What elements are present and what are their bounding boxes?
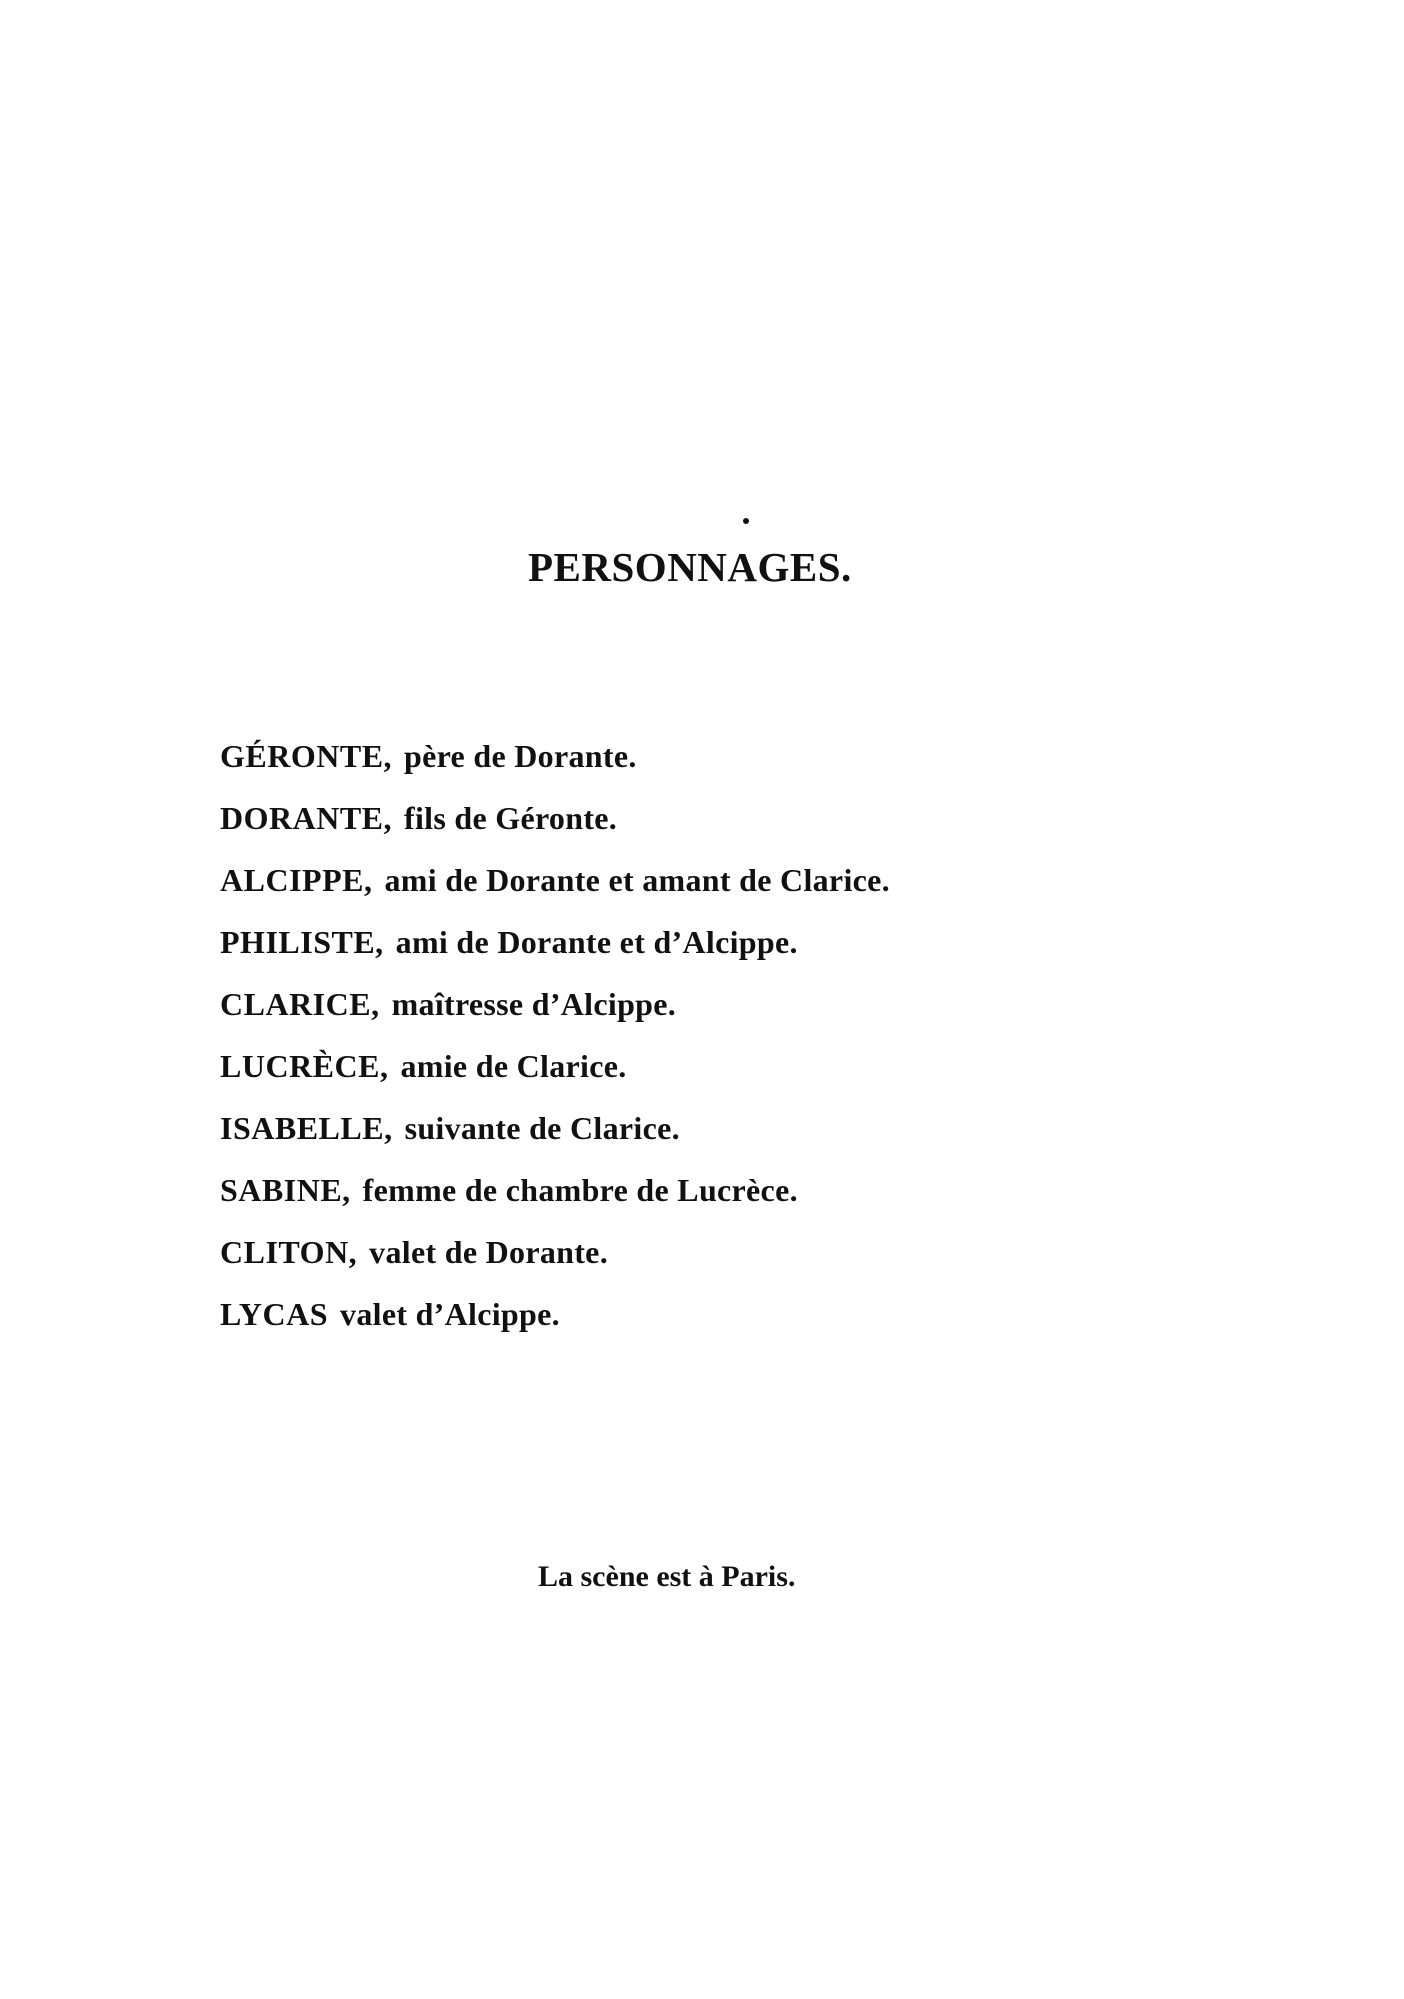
- cast-item-alcippe: [220, 849, 890, 911]
- cast-name: ALCIPPE,: [220, 862, 373, 898]
- cast-description: suivante de Clarice.: [404, 1110, 680, 1146]
- cast-item-clarice: [220, 973, 890, 1035]
- cast-item-philiste: [220, 911, 890, 973]
- cast-name: PHILISTE,: [220, 924, 384, 960]
- cast-description: valet d’Alcippe.: [340, 1296, 560, 1332]
- cast-item-lycas: [220, 1283, 890, 1345]
- cast-name: GÉRONTE,: [220, 738, 393, 774]
- cast-description: maîtresse d’Alcippe.: [391, 986, 677, 1022]
- cast-description: ami de Dorante et d’Alcippe.: [395, 924, 798, 960]
- cast-description: père de Dorante.: [404, 738, 637, 774]
- cast-item-dorante: [220, 787, 890, 849]
- cast-item-isabelle: [220, 1097, 890, 1159]
- cast-description: femme de chambre de Lucrèce.: [362, 1172, 798, 1208]
- cast-item-sabine: [220, 1159, 890, 1221]
- cast-description: valet de Dorante.: [369, 1234, 608, 1270]
- cast-name: CLARICE,: [220, 986, 380, 1022]
- cast-description: ami de Dorante et amant de Clarice.: [384, 862, 890, 898]
- page-title: PERSONNAGES.: [528, 544, 852, 590]
- cast-description: fils de Géronte.: [404, 800, 618, 836]
- cast-name: CLITON,: [220, 1234, 358, 1270]
- cast-item-geronte: [220, 725, 890, 787]
- cast-name: DORANTE,: [220, 800, 393, 836]
- cast-name: SABINE,: [220, 1172, 351, 1208]
- cast-item-cliton: [220, 1221, 890, 1283]
- cast-name: ISABELLE,: [220, 1110, 393, 1146]
- stray-ink-dot: [743, 518, 749, 524]
- scene-setting: La scène est à Paris.: [538, 1560, 796, 1593]
- cast-item-lucrece: [220, 1035, 890, 1097]
- cast-description: amie de Clarice.: [400, 1048, 627, 1084]
- cast-name: LUCRÈCE,: [220, 1048, 389, 1084]
- cast-name: LYCAS: [220, 1296, 329, 1332]
- cast-list: [220, 725, 890, 1345]
